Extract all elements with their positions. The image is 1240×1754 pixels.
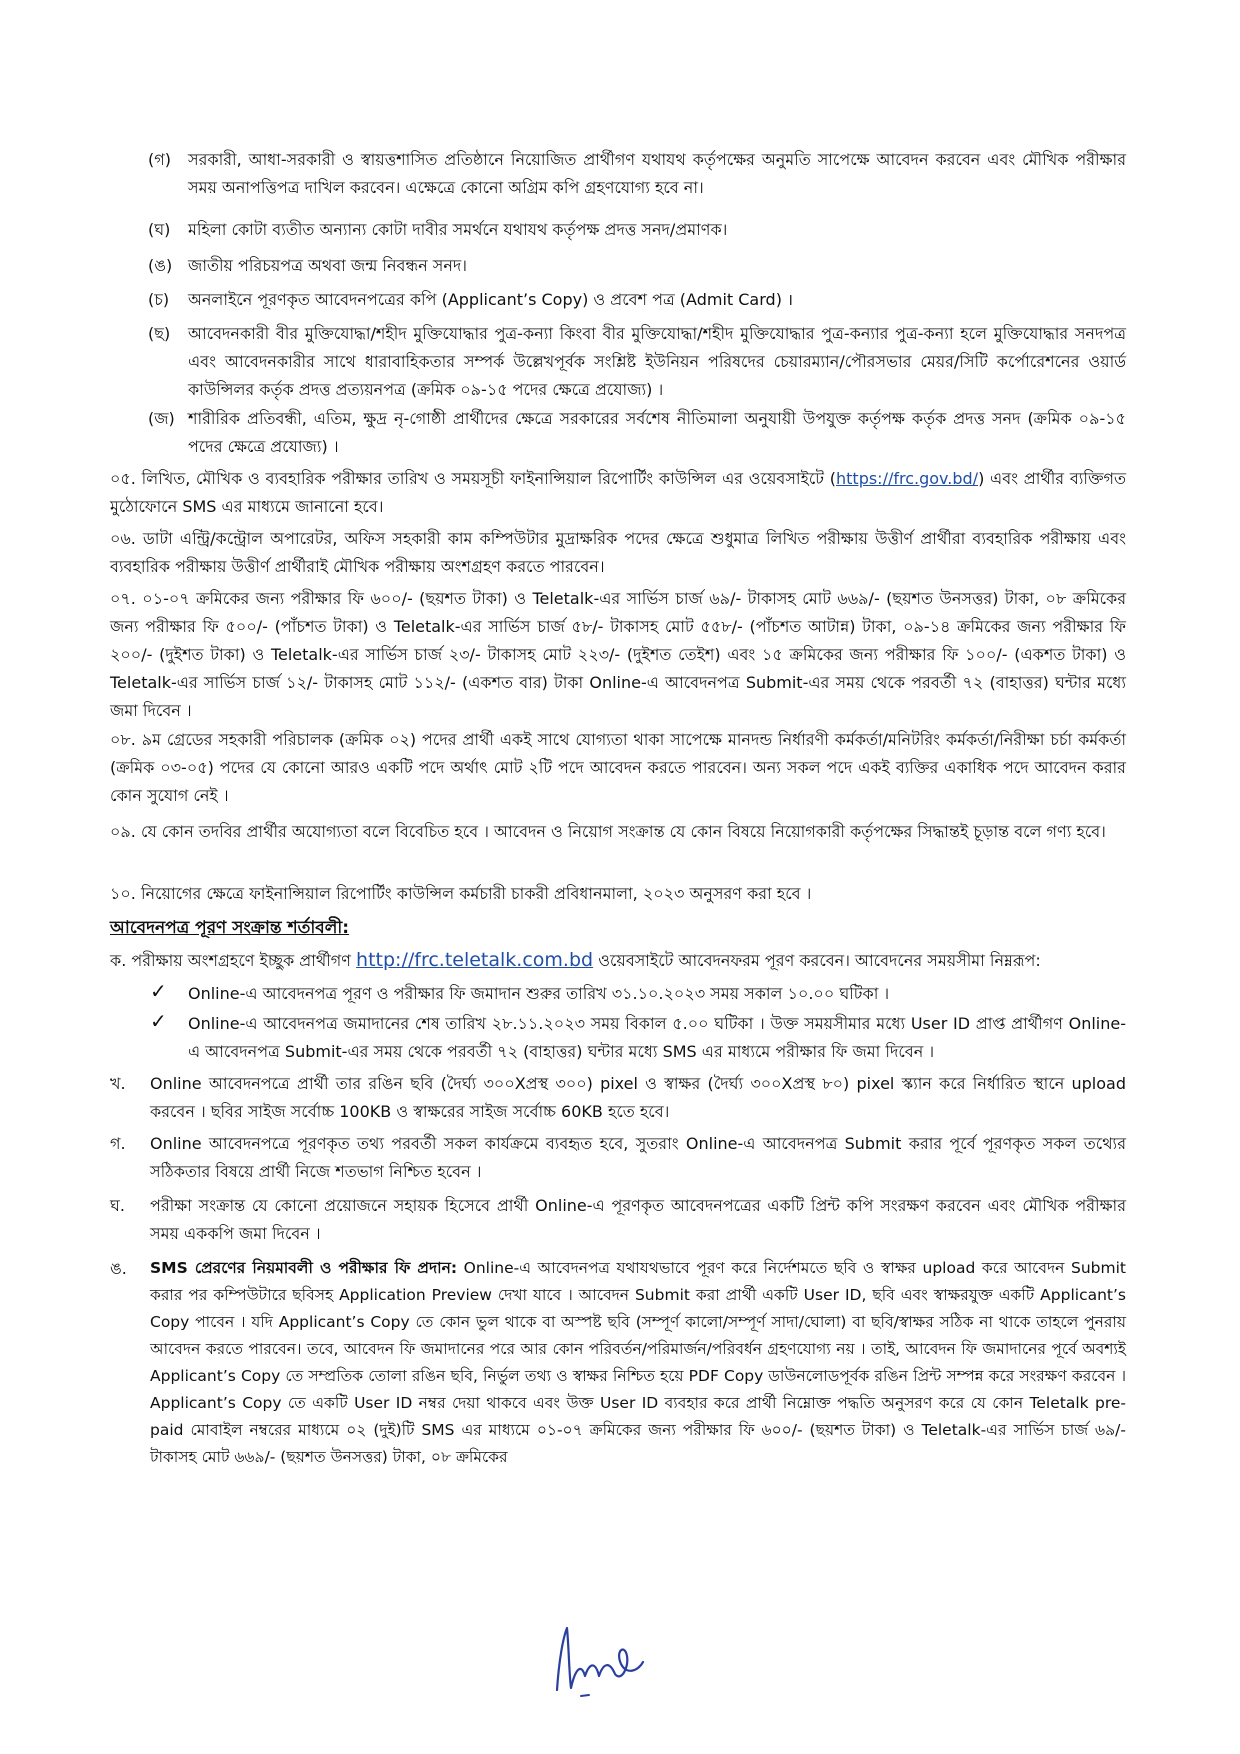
sub-item-label: (ঘ) xyxy=(148,220,171,239)
sub-item-text: শারীরিক প্রতিবন্ধী, এতিম, ক্ষুদ্র নৃ-গোষ্ঠী প্রার্থীদের ক্ষেত্রে সরকারের সর্বশেষ নীতিমালা অনুযায়ী উপযুক্ত কর্তৃপক্ষ কর্তৃক প্রদত্ত সনদ (ক্রমিক ০৯-১৫ পদের ক্ষেত্রে প্রযোজ্য) । xyxy=(188,409,1126,456)
paragraph-06: ০৬. ডাটা এন্ট্রি/কন্ট্রোল অপারেটর, অফিস সহকারী কাম কম্পিউটার মুদ্রাক্ষরিক পদের ক্ষেত্রে শুধুমাত্র লিখিত পরীক্ষায় উত্তীর্ণ প্রার্থীরা ব্যবহারিক পরীক্ষায় এবং ব্যবহারিক পরীক্ষায় উত্তীর্ণ প্রার্থীরাই মৌখিক পরীক্ষায় অংশগ্রহণ করতে পারবেন। xyxy=(110,529,1126,576)
paragraph-05 xyxy=(110,465,1126,521)
item-ka xyxy=(110,946,1126,975)
frc-website-link[interactable]: https://frc.gov.bd/ xyxy=(836,469,979,488)
paragraph-09: ০৯. যে কোন তদবির প্রার্থীর অযোগ্যতা বলে বিবেচিত হবে । আবেদন ও নিয়োগ সংক্রান্ত যে কোন বিষয়ে নিয়োগকারী কর্তৃপক্ষের সিদ্ধান্তই চূড়ান্ত বলে গণ্য হবে। xyxy=(110,822,1106,841)
paragraph-05-text-end: ) এবং প্রার্থীর ব্যক্তিগত মুঠোফোনে SMS এর মাধ্যমে জানানো হবে। xyxy=(110,469,1126,516)
check-item-text: Online-এ আবেদনপত্র জমাদানের শেষ তারিখ ২৮.১১.২০২৩ সময় বিকাল ৫.০০ ঘটিকা । উক্ত সময়সীমার মধ্যে User ID প্রাপ্ত প্রার্থীগণ Online-এ আবেদনপত্র Submit-এর সময় থেকে পরবর্তী ৭২ (বাহাত্তর) ঘন্টার মধ্যে SMS এর মাধ্যমে পরীক্ষার ফি জমা দিবেন । xyxy=(188,1014,1126,1061)
item-uma-text xyxy=(150,1255,1126,1471)
item-ka-text-end: ওয়েবসাইটে আবেদনফরম পূরণ করবেন। আবেদনের সময়সীমা নিম্নরূপ: xyxy=(598,951,1041,970)
sub-item-text: সরকারী, আধা-সরকারী ও স্বায়ত্তশাসিত প্রতিষ্ঠানে নিয়োজিত প্রার্থীগণ যথাযথ কর্তৃপক্ষের অনুমতি সাপেক্ষে আবেদন করবেন এবং মৌখিক পরীক্ষার সময় অনাপত্তিপত্র দাখিল করবেন। এক্ষেত্রে কোনো অগ্রিম কপি গ্রহণযোগ্য হবে না। xyxy=(188,150,1126,197)
item-label: গ. xyxy=(110,1134,126,1153)
signature-image xyxy=(545,1620,685,1700)
check-item-text: Online-এ আবেদনপত্র পূরণ ও পরীক্ষার ফি জমাদান শুরুর তারিখ ৩১.১০.২০২৩ সময় সকাল ১০.০০ ঘটিকা । xyxy=(188,984,890,1003)
item-uma-body: Online-এ আবেদনপত্র যথাযথভাবে পূরণ করে নির্দেশমতে ছবি ও স্বাক্ষর upload করে আবেদন Submit করার পর কম্পিউটারে ছবিসহ Application Preview দেখা যাবে । আবেদন Submit করা প্রার্থী একটি User ID, ছবি এবং স্বাক্ষরযুক্ত একটি Applicant’s Copy পাবেন । যদি Applicant’s Copy তে কোন ভুল থাকে বা অস্পষ্ট ছবি (সম্পূর্ণ কালো/সম্পূর্ণ সাদা/ঘোলা) বা ছবি/স্বাক্ষর সঠিক না থাকে তাহলে পুনরায় আবেদন করতে পারবেন। তবে, আবেদন ফি জমাদানের পরে আর কোন পরিবর্তন/পরিমার্জন/পরিবর্ধন গ্রহণযোগ্য নয় । তাই, আবেদন ফি জমাদানের পূর্বে অবশ্যই Applicant’s Copy তে সম্প্রতিক তোলা রঙিন ছবি, নির্ভুল তথ্য ও স্বাক্ষর নিশ্চিত হয়ে PDF Copy ডাউনলোডপূর্বক রঙিন প্রিন্ট সম্পন্ন করে সংরক্ষণ করবেন । Applicant’s Copy তে একটি User ID নম্বর দেয়া থাকবে এবং উক্ত User ID ব্যবহার করে প্রার্থী নিম্নোক্ত পদ্ধতি অনুসরণ করে যে কোন Teletalk pre-paid মোবাইল নম্বরের মাধ্যমে ০২ (দুই)টি SMS এর মাধ্যমে ০১-০৭ ক্রমিকের জন্য পরীক্ষার ফি ৬০০/- (ছয়শত টাকা) ও Teletalk-এর সার্ভিস চার্জ ৬৯/- টাকাসহ মোট ৬৬৯/- (ছয়শত উনসত্তর) টাকা, ০৮ ক্রমিকের xyxy=(150,1259,1126,1466)
item-label: ঙ. xyxy=(110,1259,127,1278)
sub-item-text: জাতীয় পরিচয়পত্র অথবা জন্ম নিবন্ধন সনদ। xyxy=(188,256,467,275)
check-icon: ✓ xyxy=(150,979,167,1003)
sub-item-text: আবেদনকারী বীর মুক্তিযোদ্ধা/শহীদ মুক্তিযোদ্ধার পুত্র-কন্যা কিংবা বীর মুক্তিযোদ্ধা/শহীদ মুক্তিযোদ্ধার পুত্র-কন্যার পুত্র-কন্যা হলে মুক্তিযোদ্ধার সনদপত্র এবং আবেদনকারীর সাথে ধারাবাহিকতার সম্পর্ক উল্লেখপূর্বক সংশ্লিষ্ট ইউনিয়ন পরিষদের চেয়ারম্যান/পৌরসভার মেয়র/সিটি কর্পোরেশনের ওয়ার্ড কাউন্সিলর কর্তৃক প্রদত্ত প্রত্যয়নপত্র (ক্রমিক ০৯-১৫ পদের ক্ষেত্রে প্রযোজ্য) । xyxy=(188,324,1126,399)
paragraph-05-text-start: ০৫. লিখিত, মৌখিক ও ব্যবহারিক পরীক্ষার তারিখ ও সময়সূচী ফাইনান্সিয়াল রিপোর্টিং কাউন্সিল এর ওয়েবসাইটে ( xyxy=(110,469,836,488)
sub-item-label: (জ) xyxy=(148,409,175,428)
sub-item-text: অনলাইনে পূরণকৃত আবেদনপত্রের কপি (Applicant’s Copy) ও প্রবেশ পত্র (Admit Card) । xyxy=(188,290,794,309)
paragraph-10: ১০. নিয়োগের ক্ষেত্রে ফাইনান্সিয়াল রিপোর্টিং কাউন্সিল কর্মচারী চাকরী প্রবিধানমালা, ২০২৩ অনুসরণ করা হবে । xyxy=(110,884,812,903)
item-label: খ. xyxy=(110,1074,126,1093)
item-text: Online আবেদনপত্রে প্রার্থী তার রঙিন ছবি (দৈর্ঘ্য ৩০০Xপ্রস্থ ৩০০) pixel ও স্বাক্ষর (দৈর্ঘ্য ৩০০Xপ্রস্থ ৮০) pixel স্ক্যান করে নির্ধারিত স্থানে upload করবেন । ছবির সাইজ সর্বোচ্চ 100KB ও স্বাক্ষরের সাইজ সর্বোচ্চ 60KB হতে হবে। xyxy=(150,1074,1126,1121)
check-icon: ✓ xyxy=(150,1009,167,1033)
item-uma-heading: SMS প্রেরণের নিয়মাবলী ও পরীক্ষার ফি প্রদান: xyxy=(150,1259,458,1277)
sub-item-text: মহিলা কোটা ব্যতীত অন্যান্য কোটা দাবীর সমর্থনে যথাযথ কর্তৃপক্ষ প্রদত্ত সনদ/প্রমাণক। xyxy=(188,220,728,239)
sub-item-label: (গ) xyxy=(148,150,171,169)
item-text: পরীক্ষা সংক্রান্ত যে কোনো প্রয়োজনে সহায়ক হিসেবে প্রার্থী Online-এ পূরণকৃত আবেদনপত্রের একটি প্রিন্ট কপি সংরক্ষণ করবেন এবং মৌখিক পরীক্ষার সময় এককপি জমা দিবেন । xyxy=(150,1196,1126,1243)
item-ka-text-start: ক. পরীক্ষায় অংশগ্রহণে ইচ্ছুক প্রার্থীগণ xyxy=(110,951,351,970)
sub-item-label: (ছ) xyxy=(148,324,171,343)
item-label: ঘ. xyxy=(110,1196,125,1215)
sub-item-label: (চ) xyxy=(148,290,170,309)
paragraph-07: ০৭. ০১-০৭ ক্রমিকের জন্য পরীক্ষার ফি ৬০০/- (ছয়শত টাকা) ও Teletalk-এর সার্ভিস চার্জ ৬৯/- টাকাসহ মোট ৬৬৯/- (ছয়শত উনসত্তর) টাকা, ০৮ ক্রমিকের জন্য পরীক্ষার ফি ৫০০/- (পাঁচশত টাকা) ও Teletalk-এর সার্ভিস চার্জ ৫৮/- টাকাসহ মোট ৫৫৮/- (পাঁচশত আটান্ন) টাকা, ০৯-১৪ ক্রমিকের জন্য পরীক্ষার ফি ২০০/- (দুইশত টাকা) ও Teletalk-এর সার্ভিস চার্জ ২৩/- টাকাসহ মোট ২২৩/- (দুইশত তেইশ) এবং ১৫ ক্রমিকের জন্য পরীক্ষার ফি ১০০/- (একশত টাকা) ও Teletalk-এর সার্ভিস চার্জ ১২/- টাকাসহ মোট ১১২/- (একশত বার) টাকা Online-এ আবেদনপত্র Submit-এর সময় থেকে পরবর্তী ৭২ (বাহাত্তর) ঘন্টার মধ্যে জমা দিবেন । xyxy=(110,589,1126,720)
paragraph-08: ০৮. ৯ম গ্রেডের সহকারী পরিচালক (ক্রমিক ০২) পদের প্রার্থী একই সাথে যোগ্যতা থাকা সাপেক্ষে মানদন্ড নির্ধারণী কর্মকর্তা/মনিটরিং কর্মকর্তা/নিরীক্ষা চর্চা কর্মকর্তা (ক্রমিক ০৩-০৫) পদের যে কোনো আরও একটি পদে অর্থাৎ মোট ২টি পদে আবেদন করতে পারবেন। অন্য সকল পদে একই ব্যক্তির একাধিক পদে আবেদন করার কোন সুযোগ নেই । xyxy=(110,730,1126,805)
sub-item-label: (ঙ) xyxy=(148,256,173,275)
teletalk-website-link[interactable]: http://frc.teletalk.com.bd xyxy=(356,949,594,971)
section-heading: আবেদনপত্র পূরণ সংক্রান্ত শর্তাবলী: xyxy=(110,918,350,938)
item-text: Online আবেদনপত্রে পূরণকৃত তথ্য পরবর্তী সকল কার্যক্রমে ব্যবহৃত হবে, সুতরাং Online-এ আবেদনপত্র Submit করার পূর্বে পূরণকৃত সকল তথ্যের সঠিকতার বিষয়ে প্রার্থী নিজে শতভাগ নিশ্চিত হবেন । xyxy=(150,1134,1126,1181)
